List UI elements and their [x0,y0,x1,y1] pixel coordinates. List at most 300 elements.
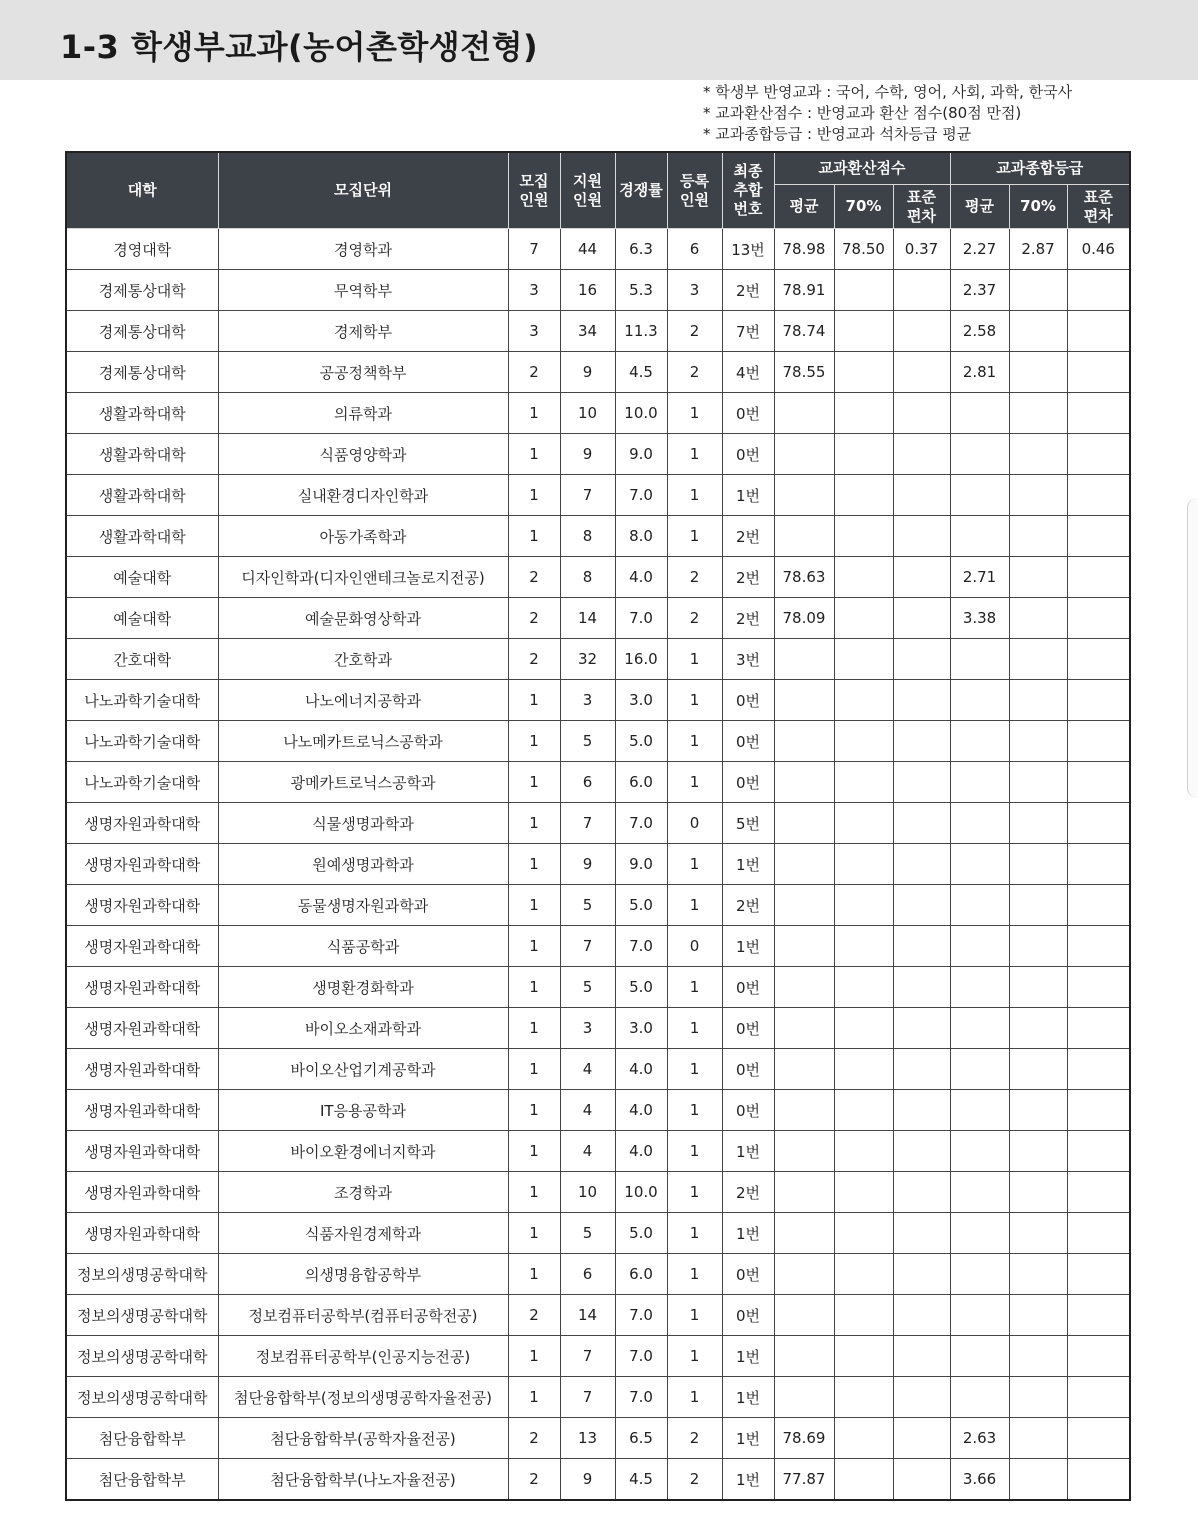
cell-applicants: 7 [560,1336,615,1377]
cell-waitlist: 0번 [722,1090,774,1131]
cell-registered: 2 [667,1418,722,1459]
cell-unit: 식품자원경제학과 [218,1213,508,1254]
cell-unit: 원예생명과학과 [218,844,508,885]
cell-g-sd [1067,639,1130,680]
cell-s-70 [834,680,893,721]
cell-s-sd [893,680,950,721]
cell-registered: 1 [667,1172,722,1213]
cell-quota: 1 [508,926,560,967]
cell-s-70: 78.50 [834,229,893,270]
cell-college: 첨단융합학부 [66,1418,218,1459]
cell-g-70 [1009,680,1067,721]
table-row [66,885,1130,926]
cell-g-sd [1067,393,1130,434]
cell-g-70 [1009,885,1067,926]
cell-s-avg [774,475,834,516]
cell-ratio: 7.0 [615,1336,667,1377]
cell-quota: 1 [508,885,560,926]
cell-g-sd [1067,270,1130,311]
cell-unit: 의류학과 [218,393,508,434]
table-row [66,311,1130,352]
cell-g-avg [950,1213,1009,1254]
cell-registered: 1 [667,1336,722,1377]
table-row [66,270,1130,311]
cell-s-70 [834,1090,893,1131]
cell-unit: 식품공학과 [218,926,508,967]
cell-s-70 [834,393,893,434]
cell-ratio: 5.0 [615,721,667,762]
cell-g-sd: 0.46 [1067,229,1130,270]
cell-ratio: 4.0 [615,1049,667,1090]
cell-s-70 [834,516,893,557]
cell-applicants: 5 [560,1213,615,1254]
cell-waitlist: 7번 [722,311,774,352]
cell-college: 경제통상대학 [66,311,218,352]
cell-g-sd [1067,311,1130,352]
cell-g-70 [1009,475,1067,516]
cell-g-avg: 2.81 [950,352,1009,393]
table-row [66,1131,1130,1172]
cell-s-sd [893,967,950,1008]
cell-s-sd [893,1254,950,1295]
cell-s-sd [893,598,950,639]
cell-s-70 [834,1213,893,1254]
cell-registered: 1 [667,885,722,926]
cell-s-70 [834,844,893,885]
cell-g-sd [1067,475,1130,516]
table-row [66,762,1130,803]
cell-s-70 [834,885,893,926]
cell-college: 생명자원과학대학 [66,926,218,967]
cell-unit: 경영학과 [218,229,508,270]
cell-s-sd [893,1049,950,1090]
cell-applicants: 5 [560,967,615,1008]
cell-applicants: 44 [560,229,615,270]
cell-g-sd [1067,721,1130,762]
cell-applicants: 34 [560,311,615,352]
cell-unit: 나노에너지공학과 [218,680,508,721]
cell-s-sd [893,1418,950,1459]
cell-waitlist: 1번 [722,1377,774,1418]
cell-applicants: 4 [560,1049,615,1090]
cell-ratio: 6.3 [615,229,667,270]
cell-unit: IT응용공학과 [218,1090,508,1131]
cell-college: 생명자원과학대학 [66,803,218,844]
cell-ratio: 10.0 [615,393,667,434]
cell-g-avg [950,1008,1009,1049]
cell-college: 나노과학기술대학 [66,762,218,803]
cell-g-avg [950,844,1009,885]
cell-ratio: 4.5 [615,1459,667,1501]
cell-g-70 [1009,1213,1067,1254]
cell-s-sd [893,352,950,393]
cell-registered: 2 [667,557,722,598]
cell-college: 생명자원과학대학 [66,844,218,885]
cell-ratio: 7.0 [615,926,667,967]
cell-unit: 공공정책학부 [218,352,508,393]
notes [703,82,1183,145]
cell-s-avg: 78.98 [774,229,834,270]
cell-ratio: 7.0 [615,598,667,639]
cell-applicants: 3 [560,1008,615,1049]
cell-quota: 1 [508,1254,560,1295]
cell-unit: 바이오소재과학과 [218,1008,508,1049]
cell-s-70 [834,926,893,967]
cell-g-70 [1009,1090,1067,1131]
table-row [66,475,1130,516]
cell-ratio: 5.3 [615,270,667,311]
cell-applicants: 14 [560,1295,615,1336]
cell-waitlist: 1번 [722,844,774,885]
cell-college: 경영대학 [66,229,218,270]
cell-waitlist: 2번 [722,1172,774,1213]
cell-registered: 1 [667,1377,722,1418]
cell-g-sd [1067,598,1130,639]
cell-s-sd [893,516,950,557]
cell-applicants: 14 [560,598,615,639]
cell-s-70 [834,1418,893,1459]
cell-unit: 광메카트로닉스공학과 [218,762,508,803]
cell-g-avg [950,926,1009,967]
cell-s-70 [834,1295,893,1336]
cell-quota: 1 [508,1090,560,1131]
cell-s-avg [774,1172,834,1213]
cell-college: 경제통상대학 [66,352,218,393]
table-row [66,844,1130,885]
cell-ratio: 5.0 [615,1213,667,1254]
header-score-group: 교과환산점수 [774,152,950,185]
cell-g-avg: 2.27 [950,229,1009,270]
cell-unit: 실내환경디자인학과 [218,475,508,516]
cell-ratio: 11.3 [615,311,667,352]
cell-registered: 1 [667,680,722,721]
note-item: * 학생부 반영교과 : 국어, 수학, 영어, 사회, 과학, 한국사 [703,83,1073,101]
cell-unit: 동물생명자원과학과 [218,885,508,926]
cell-ratio: 10.0 [615,1172,667,1213]
cell-ratio: 6.5 [615,1418,667,1459]
cell-applicants: 7 [560,475,615,516]
cell-g-sd [1067,1172,1130,1213]
cell-g-avg [950,1295,1009,1336]
cell-g-avg [950,475,1009,516]
cell-g-sd [1067,1049,1130,1090]
cell-s-avg [774,762,834,803]
cell-quota: 1 [508,1336,560,1377]
cell-registered: 1 [667,721,722,762]
table-row [66,393,1130,434]
cell-s-sd [893,1377,950,1418]
cell-waitlist: 2번 [722,270,774,311]
cell-unit: 조경학과 [218,1172,508,1213]
cell-g-70 [1009,352,1067,393]
cell-g-sd [1067,885,1130,926]
cell-waitlist: 0번 [722,1008,774,1049]
cell-waitlist: 13번 [722,229,774,270]
scroll-edge[interactable] [1187,498,1198,798]
cell-quota: 1 [508,1172,560,1213]
cell-college: 예술대학 [66,557,218,598]
cell-college: 생명자원과학대학 [66,1090,218,1131]
cell-waitlist: 1번 [722,1418,774,1459]
cell-s-70 [834,598,893,639]
cell-ratio: 6.0 [615,1254,667,1295]
cell-s-70 [834,434,893,475]
header-ratio: 경쟁률 [615,152,667,229]
cell-quota: 1 [508,393,560,434]
cell-college: 간호대학 [66,639,218,680]
cell-g-avg [950,885,1009,926]
cell-g-avg [950,1131,1009,1172]
cell-s-sd [893,1008,950,1049]
table-row [66,721,1130,762]
cell-applicants: 7 [560,926,615,967]
table-row [66,639,1130,680]
cell-ratio: 3.0 [615,680,667,721]
cell-quota: 1 [508,680,560,721]
cell-unit: 아동가족학과 [218,516,508,557]
cell-college: 생활과학대학 [66,393,218,434]
cell-s-avg [774,721,834,762]
cell-g-sd [1067,926,1130,967]
cell-g-avg: 3.66 [950,1459,1009,1501]
cell-g-sd [1067,557,1130,598]
cell-s-70 [834,721,893,762]
cell-unit: 바이오산업기계공학과 [218,1049,508,1090]
cell-g-avg [950,1336,1009,1377]
cell-college: 정보의생명공학대학 [66,1377,218,1418]
cell-s-70 [834,557,893,598]
cell-s-sd [893,1336,950,1377]
cell-s-sd [893,557,950,598]
cell-s-70 [834,1049,893,1090]
cell-registered: 1 [667,1049,722,1090]
header-grade-70: 70% [1009,185,1067,229]
cell-s-70 [834,1131,893,1172]
cell-s-70 [834,311,893,352]
cell-applicants: 9 [560,352,615,393]
table-row [66,967,1130,1008]
cell-g-avg [950,680,1009,721]
cell-g-70 [1009,1049,1067,1090]
cell-registered: 0 [667,926,722,967]
cell-unit: 첨단융합학부(정보의생명공학자율전공) [218,1377,508,1418]
cell-g-avg: 2.58 [950,311,1009,352]
cell-g-70 [1009,1459,1067,1501]
cell-waitlist: 0번 [722,721,774,762]
cell-quota: 1 [508,1377,560,1418]
cell-s-avg: 78.91 [774,270,834,311]
cell-s-sd [893,762,950,803]
cell-g-sd [1067,1377,1130,1418]
cell-registered: 1 [667,844,722,885]
cell-g-avg: 2.63 [950,1418,1009,1459]
cell-g-avg [950,1254,1009,1295]
cell-ratio: 5.0 [615,967,667,1008]
cell-applicants: 5 [560,885,615,926]
cell-g-sd [1067,1459,1130,1501]
cell-s-sd [893,1295,950,1336]
cell-s-avg [774,1377,834,1418]
header-grade-sd: 표준 편차 [1067,185,1130,229]
cell-ratio: 9.0 [615,844,667,885]
cell-unit: 디자인학과(디자인앤테크놀로지전공) [218,557,508,598]
cell-s-sd [893,434,950,475]
cell-unit: 첨단융합학부(나노자율전공) [218,1459,508,1501]
cell-ratio: 4.0 [615,1131,667,1172]
cell-g-70 [1009,762,1067,803]
table-row [66,1090,1130,1131]
cell-g-sd [1067,516,1130,557]
cell-g-70 [1009,1295,1067,1336]
cell-waitlist: 3번 [722,639,774,680]
cell-unit: 예술문화영상학과 [218,598,508,639]
table-row [66,1213,1130,1254]
cell-registered: 1 [667,1213,722,1254]
cell-ratio: 8.0 [615,516,667,557]
cell-s-sd [893,393,950,434]
cell-registered: 2 [667,598,722,639]
cell-registered: 1 [667,1254,722,1295]
cell-waitlist: 0번 [722,1254,774,1295]
cell-s-sd [893,926,950,967]
cell-s-avg [774,1336,834,1377]
cell-registered: 1 [667,434,722,475]
cell-applicants: 3 [560,680,615,721]
table-row [66,1049,1130,1090]
cell-college: 경제통상대학 [66,270,218,311]
cell-quota: 1 [508,803,560,844]
cell-s-avg [774,844,834,885]
header-waitlist: 최종 추합 번호 [722,152,774,229]
cell-s-sd [893,1131,950,1172]
cell-s-sd [893,1172,950,1213]
cell-s-sd [893,1213,950,1254]
table-row [66,1418,1130,1459]
cell-s-avg [774,393,834,434]
cell-s-sd [893,311,950,352]
cell-ratio: 7.0 [615,475,667,516]
cell-waitlist: 2번 [722,598,774,639]
cell-waitlist: 0번 [722,967,774,1008]
cell-waitlist: 1번 [722,475,774,516]
cell-registered: 1 [667,1131,722,1172]
cell-g-sd [1067,762,1130,803]
cell-g-70 [1009,311,1067,352]
table-row [66,926,1130,967]
cell-g-sd [1067,1008,1130,1049]
table-row [66,1377,1130,1418]
cell-college: 생명자원과학대학 [66,1049,218,1090]
table-row [66,352,1130,393]
cell-quota: 3 [508,311,560,352]
cell-college: 정보의생명공학대학 [66,1336,218,1377]
cell-ratio: 16.0 [615,639,667,680]
cell-s-sd [893,639,950,680]
cell-s-sd [893,475,950,516]
cell-g-70 [1009,598,1067,639]
cell-g-avg [950,803,1009,844]
cell-unit: 첨단융합학부(공학자율전공) [218,1418,508,1459]
cell-g-70 [1009,803,1067,844]
header-score-70: 70% [834,185,893,229]
cell-unit: 정보컴퓨터공학부(인공지능전공) [218,1336,508,1377]
cell-g-sd [1067,1295,1130,1336]
cell-g-sd [1067,434,1130,475]
table-row [66,516,1130,557]
cell-college: 생명자원과학대학 [66,1008,218,1049]
cell-unit: 식물생명과학과 [218,803,508,844]
cell-quota: 2 [508,1295,560,1336]
cell-g-avg [950,639,1009,680]
cell-college: 정보의생명공학대학 [66,1254,218,1295]
cell-g-sd [1067,1213,1130,1254]
cell-ratio: 9.0 [615,434,667,475]
cell-unit: 간호학과 [218,639,508,680]
cell-ratio: 5.0 [615,885,667,926]
cell-ratio: 7.0 [615,1295,667,1336]
cell-applicants: 8 [560,516,615,557]
cell-s-70 [834,1377,893,1418]
cell-g-avg [950,1172,1009,1213]
cell-waitlist: 1번 [722,1213,774,1254]
cell-registered: 1 [667,1008,722,1049]
cell-s-sd [893,1459,950,1501]
cell-g-70 [1009,1377,1067,1418]
cell-g-70 [1009,270,1067,311]
cell-s-70 [834,1254,893,1295]
cell-applicants: 5 [560,721,615,762]
page-title: 1-3 학생부교과(농어촌학생전형) [60,28,539,66]
cell-unit: 무역학부 [218,270,508,311]
cell-g-70 [1009,434,1067,475]
cell-s-avg [774,803,834,844]
cell-registered: 1 [667,475,722,516]
cell-college: 생명자원과학대학 [66,885,218,926]
cell-g-avg [950,393,1009,434]
cell-registered: 1 [667,762,722,803]
cell-quota: 1 [508,762,560,803]
table-row [66,1172,1130,1213]
cell-s-avg [774,926,834,967]
cell-s-avg [774,639,834,680]
cell-waitlist: 1번 [722,926,774,967]
cell-s-avg [774,1213,834,1254]
cell-g-avg [950,434,1009,475]
cell-g-70 [1009,393,1067,434]
header-grade-avg: 평균 [950,185,1009,229]
cell-college: 나노과학기술대학 [66,680,218,721]
cell-s-avg: 78.09 [774,598,834,639]
cell-s-sd [893,885,950,926]
cell-g-70 [1009,967,1067,1008]
header-grade-group: 교과종합등급 [950,152,1130,185]
cell-applicants: 13 [560,1418,615,1459]
cell-unit: 식품영양학과 [218,434,508,475]
cell-g-avg: 2.37 [950,270,1009,311]
cell-registered: 1 [667,393,722,434]
cell-g-70 [1009,1254,1067,1295]
header-score-avg: 평균 [774,185,834,229]
cell-unit: 나노메카트로닉스공학과 [218,721,508,762]
header-score-sd: 표준 편차 [893,185,950,229]
cell-g-sd [1067,352,1130,393]
cell-g-70: 2.87 [1009,229,1067,270]
table-header [66,152,1130,229]
header-quota: 모집 인원 [508,152,560,229]
cell-applicants: 16 [560,270,615,311]
table-row [66,803,1130,844]
cell-quota: 1 [508,844,560,885]
